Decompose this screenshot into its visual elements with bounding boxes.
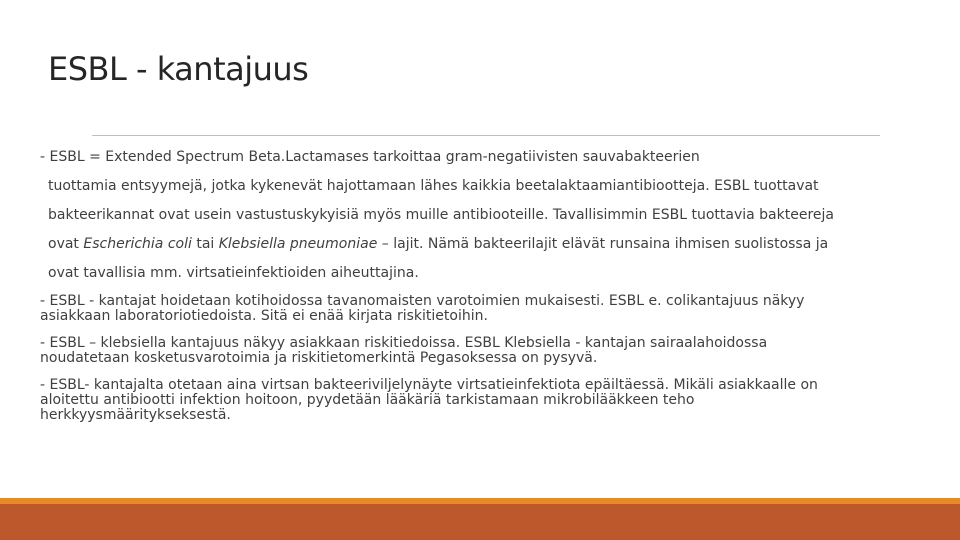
paragraph-esbl-definition	[40, 143, 840, 288]
slide-title: ESBL - kantajuus	[48, 50, 309, 88]
footer-band	[0, 504, 960, 540]
text-run: tai	[191, 236, 219, 252]
species-name: Escherichia coli	[83, 236, 192, 252]
title-divider	[92, 135, 880, 136]
paragraph-home-care: - ESBL - kantajat hoidetaan kotihoidossa tavanomaisten varotoimien mukaisesti. ESBL e. colikantajuus näkyy asiakkaan laboratoriotiedoista. Sitä ei enää kirjata riskitietoihin.	[40, 293, 805, 324]
paragraph-line: - ESBL = Extended Spectrum Beta.Lactamases tarkoittaa gram-negatiivisten sauvabakteerien	[40, 149, 700, 165]
paragraph-urine-culture: - ESBL- kantajalta otetaan aina virtsan bakteeriviljelynäyte virtsatieinfektiota epäiltäessä. Mikäli asiakkaalle on aloitettu antibiootti infektion hoitoon, pyydetään lääkäriä tarkistamaan mikrobilääkkeen teho herkkyysmääritykseksestä.	[40, 377, 818, 423]
paragraph-continuation	[40, 172, 840, 288]
slide-body	[40, 143, 840, 423]
text-run: tuottamia entsyymejä, jotka kykenevät hajottamaan lähes kaikkia beetalaktaamiantibiootteja. ESBL tuottavat bakteerikannat ovat usein vastustuskykyisiä myös muille antibiooteille. Tavallisimmin ESBL tuottavia bakteereja ovat	[48, 178, 834, 252]
text-run: – lajit. Nämä bakteerilajit elävät runsaina ihmisen suolistossa ja ovat tavallisia mm. virtsatieinfektioiden aiheuttajina.	[48, 236, 829, 281]
species-name: Klebsiella pneumoniae	[218, 236, 378, 252]
paragraph-klebsiella: - ESBL – klebsiella kantajuus näkyy asiakkaan riskitiedoissa. ESBL Klebsiella - kantajan sairaalahoidossa noudatetaan kosketusvarotoimia ja riskitietomerkintä Pegasoksessa on pysyvä.	[40, 335, 768, 366]
